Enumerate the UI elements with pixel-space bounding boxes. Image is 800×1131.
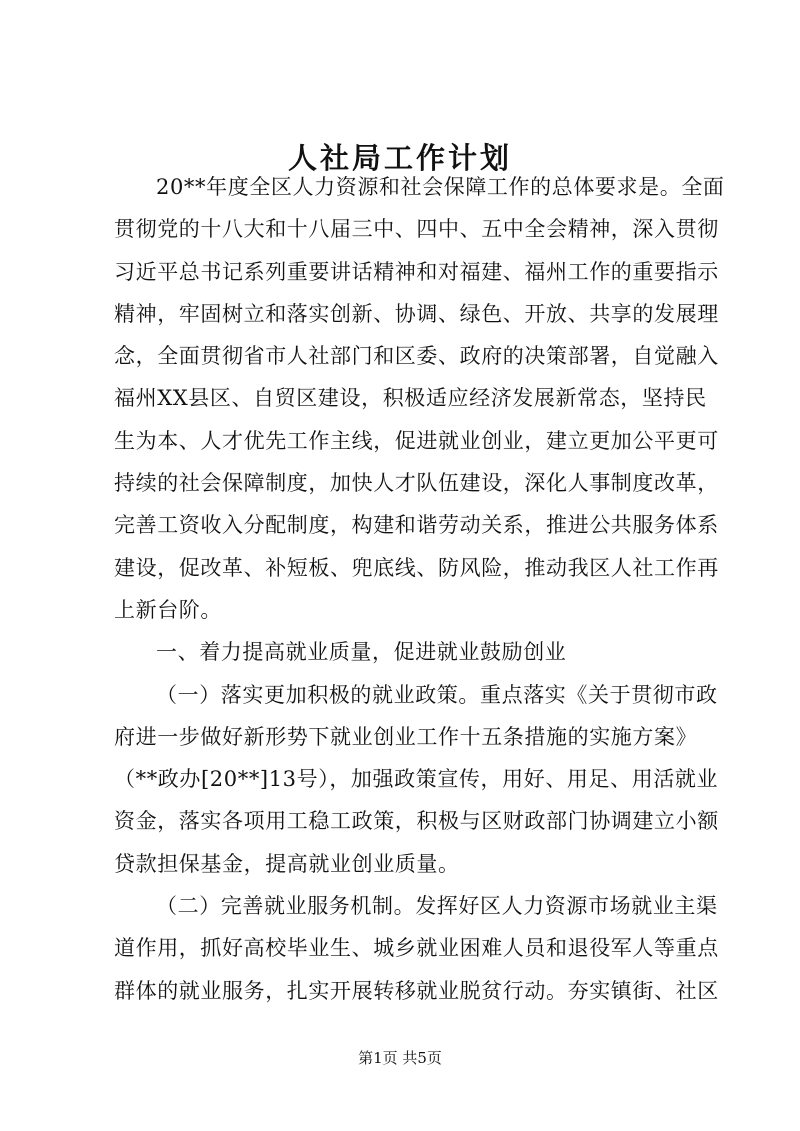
text-line: 群体的就业服务，扎实开展转移就业脱贫行动。夯实镇街、社区 [114, 978, 719, 1003]
paragraph-employment-policy [114, 674, 719, 885]
text-line: 福州XX县区、自贸区建设，积极适应经济发展新常态，坚持民 [114, 386, 707, 411]
text-line: 生为本、人才优先工作主线，促进就业创业，建立更加公平更可 [114, 428, 719, 453]
text-line: 持续的社会保障制度，加快人才队伍建设，深化人事制度改革， [114, 471, 719, 496]
text-line: 一、着力提高就业质量，促进就业鼓励创业 [156, 640, 567, 665]
text-line: 建设，促改革、补短板、兜底线、防风险，推动我区人社工作再 [114, 555, 719, 580]
text-line: 习近平总书记系列重要讲话精神和对福建、福州工作的重要指示 [114, 259, 719, 284]
text-line: （**政办[20**]13号），加强政策宣传，用好、用足、用活就业 [114, 767, 719, 792]
text-line: 20**年度全区人力资源和社会保障工作的总体要求是。全面 [156, 175, 725, 199]
section-heading [114, 631, 714, 673]
text-line: 贯彻党的十八大和十八届三中、四中、五中全会精神，深入贯彻 [114, 217, 719, 242]
document-title: 人社局工作计划 [287, 141, 512, 175]
text-line: 贷款担保基金，提高就业创业质量。 [114, 851, 460, 876]
paragraph-employment-service [114, 885, 719, 1012]
paragraph-overall-requirements [114, 166, 725, 631]
text-line: （二）完善就业服务机制。发挥好区人力资源市场就业主渠 [156, 894, 718, 919]
text-line: 念，全面贯彻省市人社部门和区委、政府的决策部署，自觉融入 [114, 344, 719, 369]
text-line: 府进一步做好新形势下就业创业工作十五条措施的实施方案》 [114, 724, 698, 749]
text-line: 完善工资收入分配制度，构建和谐劳动关系，推进公共服务体系 [114, 513, 719, 538]
text-line: 精神，牢固树立和落实创新、协调、绿色、开放、共享的发展理 [114, 301, 719, 326]
text-line: 道作用，抓好高校毕业生、城乡就业困难人员和退役军人等重点 [114, 936, 719, 961]
text-line: 资金，落实各项用工稳工政策，积极与区财政部门协调建立小额 [114, 809, 719, 834]
text-line: 上新台阶。 [114, 597, 222, 622]
document-body [114, 166, 725, 1012]
text-line: （一）落实更加积极的就业政策。重点落实《关于贯彻市政 [156, 682, 718, 707]
page-footer: 第1页 共5页 [358, 1049, 442, 1067]
